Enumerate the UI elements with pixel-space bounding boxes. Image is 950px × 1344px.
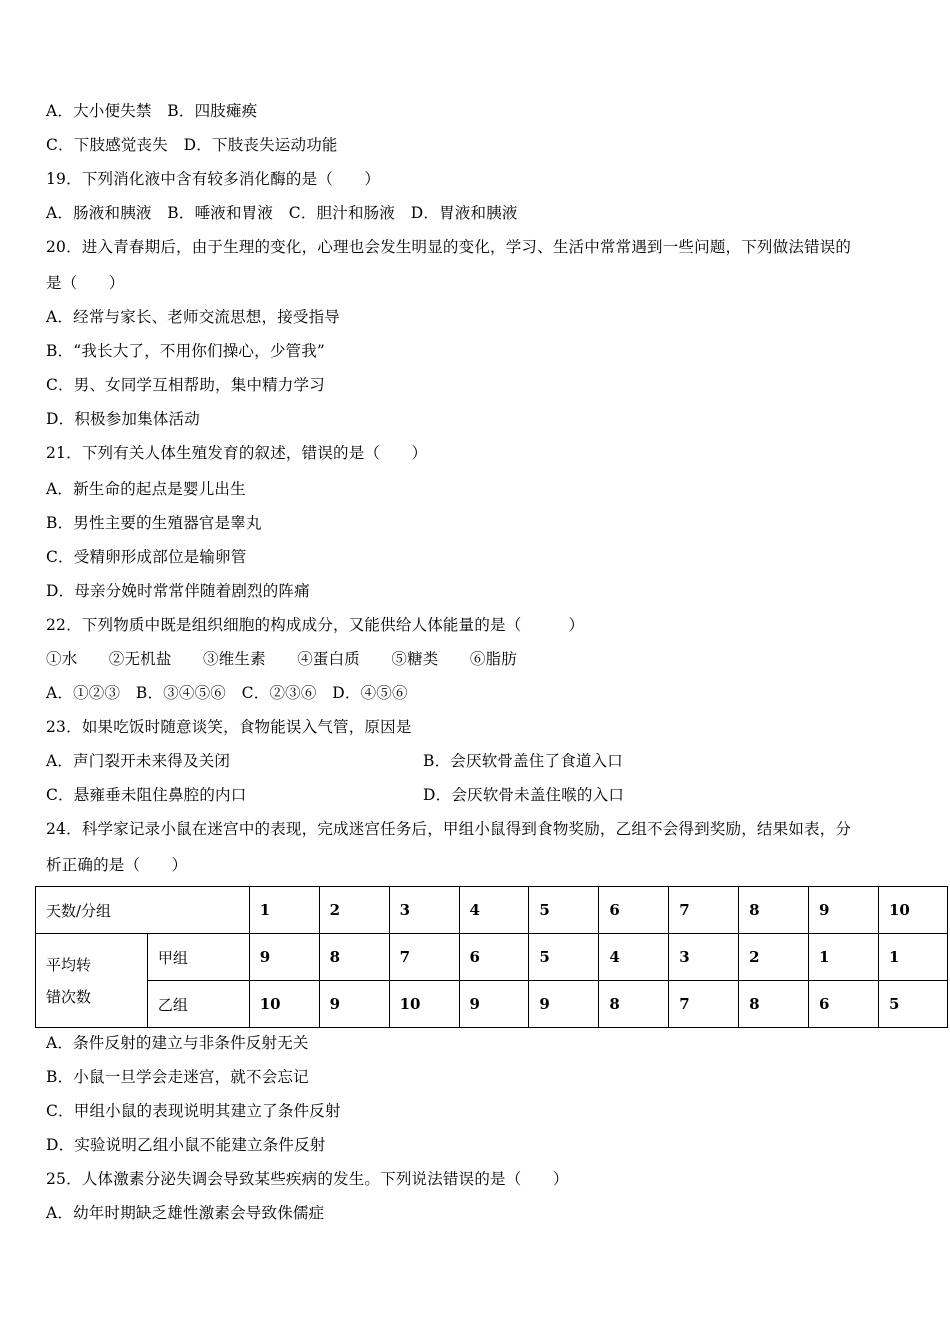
q22-items: ①水 ②无机盐 ③维生素 ④蛋白质 ⑤糖类 ⑥脂肪 — [46, 650, 518, 668]
table-day-cell: 10 — [878, 887, 947, 934]
q20-stem-line1: 20．进入青春期后，由于生理的变化，心理也会发生明显的变化，学习、生活中常常遇到一些问题，下列做法错误的 — [46, 238, 852, 256]
table-cell: 4 — [599, 934, 669, 981]
table-cell: 9 — [249, 934, 319, 981]
group-b-name: 乙组 — [147, 981, 249, 1028]
table-cell: 3 — [669, 934, 739, 981]
table-header-row — [36, 887, 948, 934]
q19-options: A．肠液和胰液 B．唾液和胃液 C．胆汁和肠液 D．胃液和胰液 — [46, 204, 518, 222]
q23-option-d: D．会厌软骨未盖住喉的入口 — [423, 786, 625, 804]
q19-stem: 19．下列消化液中含有较多消化酶的是（ ） — [46, 170, 381, 188]
table-row-group-a — [36, 934, 948, 981]
table-cell: 1 — [878, 934, 947, 981]
table-cell: 5 — [878, 981, 947, 1028]
table-cell: 10 — [249, 981, 319, 1028]
q20-option-b: B．“我长大了，不用你们操心，少管我” — [46, 342, 326, 360]
table-day-cell: 2 — [319, 887, 389, 934]
q23-option-c: C．悬雍垂未阻住鼻腔的内口 — [46, 786, 247, 804]
table-day-cell: 5 — [529, 887, 599, 934]
q25-stem: 25．人体激素分泌失调会导致某些疾病的发生。下列说法错误的是（ ） — [46, 1170, 569, 1188]
q23-options-row2 — [46, 785, 625, 805]
table-cell: 1 — [809, 934, 879, 981]
q18-options-line1: A．大小便失禁 B．四肢瘫痪 — [46, 102, 258, 120]
q21-option-d: D．母亲分娩时常常伴随着剧烈的阵痛 — [46, 582, 310, 600]
table-cell: 7 — [389, 934, 459, 981]
table-cell: 10 — [389, 981, 459, 1028]
table-day-cell: 7 — [669, 887, 739, 934]
q20-option-a: A．经常与家长、老师交流思想，接受指导 — [46, 308, 340, 326]
table-cell: 9 — [529, 981, 599, 1028]
q20-stem-line2: 是（ ） — [46, 274, 125, 292]
q23-stem: 23．如果吃饭时随意谈笑，食物能误入气管，原因是 — [46, 718, 412, 736]
table-cell: 8 — [319, 934, 389, 981]
table-cell: 7 — [669, 981, 739, 1028]
q18-options-line2: C．下肢感觉丧失 D．下肢丧失运动功能 — [46, 136, 338, 154]
q22-options: A．①②③ B．③④⑤⑥ C．②③⑥ D．④⑤⑥ — [46, 684, 408, 702]
table-row-label — [36, 934, 148, 1028]
table-header-label: 天数/分组 — [36, 887, 250, 934]
q23-option-a: A．声门裂开未来得及关闭 — [46, 752, 231, 770]
table-day-cell: 1 — [249, 887, 319, 934]
q21-option-c: C．受精卵形成部位是输卵管 — [46, 548, 247, 566]
group-a-name: 甲组 — [147, 934, 249, 981]
table-cell: 6 — [809, 981, 879, 1028]
table-day-cell: 8 — [739, 887, 809, 934]
table-day-cell: 4 — [459, 887, 529, 934]
table-cell: 8 — [739, 981, 809, 1028]
q24-stem-line1: 24．科学家记录小鼠在迷宫中的表现，完成迷宫任务后，甲组小鼠得到食物奖励，乙组不会得到奖励，结果如表，分 — [46, 820, 852, 838]
table-day-cell: 6 — [599, 887, 669, 934]
table-cell: 9 — [459, 981, 529, 1028]
q20-option-c: C．男、女同学互相帮助，集中精力学习 — [46, 376, 325, 394]
q24-option-d: D．实验说明乙组小鼠不能建立条件反射 — [46, 1136, 326, 1154]
table-cell: 9 — [319, 981, 389, 1028]
q21-stem: 21．下列有关人体生殖发育的叙述，错误的是（ ） — [46, 444, 428, 462]
row-label-line2: 错次数 — [46, 987, 92, 1006]
table-day-cell: 3 — [389, 887, 459, 934]
table-cell: 6 — [459, 934, 529, 981]
q20-option-d: D．积极参加集体活动 — [46, 410, 200, 428]
q22-stem: 22．下列物质中既是组织细胞的构成成分，又能供给人体能量的是（ ） — [46, 616, 585, 634]
q24-stem-line2: 析正确的是（ ） — [46, 856, 188, 874]
q24-option-c: C．甲组小鼠的表现说明其建立了条件反射 — [46, 1102, 341, 1120]
table-cell: 2 — [739, 934, 809, 981]
q24-option-b: B．小鼠一旦学会走迷宫，就不会忘记 — [46, 1068, 309, 1086]
q24-results-table — [35, 886, 948, 1028]
q23-options-row1 — [46, 751, 623, 771]
q21-option-a: A．新生命的起点是婴儿出生 — [46, 480, 246, 498]
table-row-group-b — [36, 981, 948, 1028]
table-cell: 8 — [599, 981, 669, 1028]
q24-option-a: A．条件反射的建立与非条件反射无关 — [46, 1034, 309, 1052]
q23-option-b: B．会厌软骨盖住了食道入口 — [423, 752, 623, 770]
row-label-line1: 平均转 — [46, 955, 92, 974]
q25-option-a: A．幼年时期缺乏雄性激素会导致侏儒症 — [46, 1204, 325, 1222]
table-cell: 5 — [529, 934, 599, 981]
q21-option-b: B．男性主要的生殖器官是睾丸 — [46, 514, 262, 532]
table-day-cell: 9 — [809, 887, 879, 934]
